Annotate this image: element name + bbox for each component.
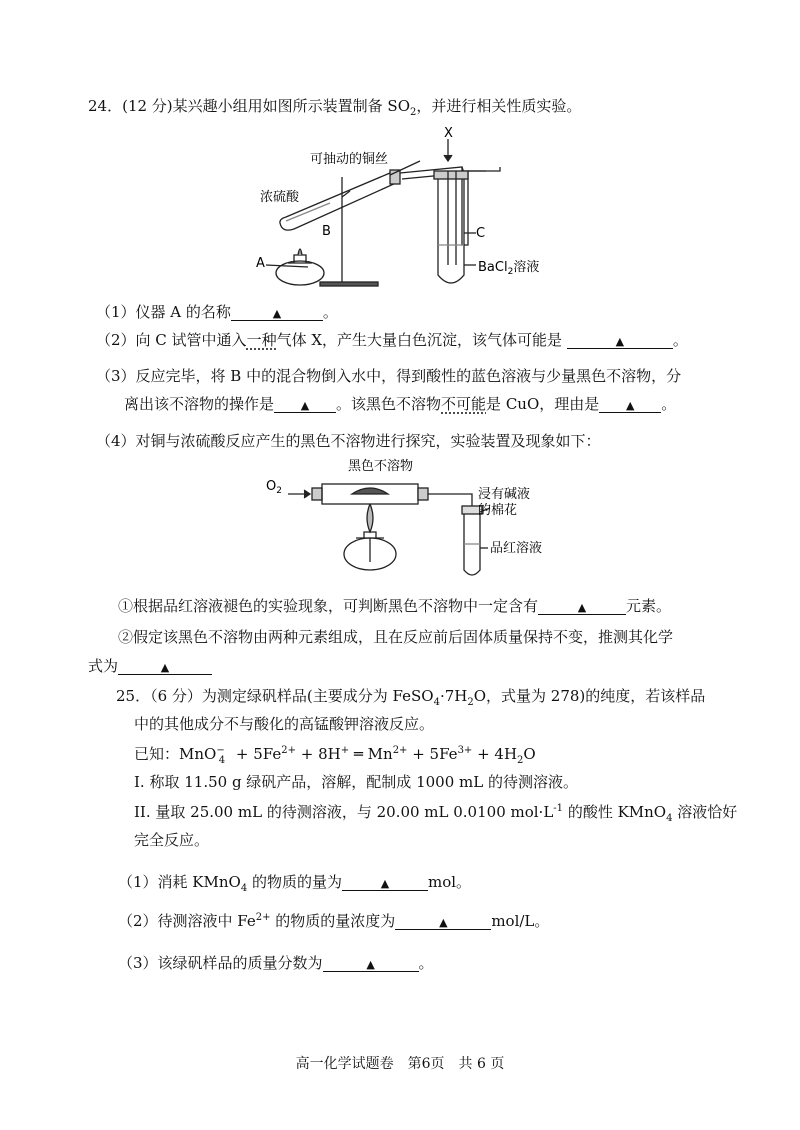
fig2-label-pinhong: 品红溶液: [490, 541, 543, 556]
fig2-label-black-solid: 黑色不溶物: [348, 459, 414, 474]
q25-intro-2: 中的其他成分不与酸化的高锰酸钾溶液反应。: [134, 715, 435, 733]
answer-blank[interactable]: ▲: [274, 395, 336, 413]
q24-part3-line1: （3）反应完毕，将 B 中的混合物倒入水中，得到酸性的蓝色溶液与少量黑色不溶物，分: [96, 367, 682, 385]
apparatus-diagram-2: [260, 452, 580, 582]
fig2-label-cotton-2: 的棉花: [478, 503, 518, 518]
page-footer: 高一化学试题卷 第6页 共 6 页: [295, 1056, 505, 1072]
q24-part1: （1）仪器 A 的名称 ▲ 。: [96, 303, 338, 321]
fig2-label-cotton-1: 浸有碱液: [478, 487, 531, 502]
q25-intro: 25．（6 分）为测定绿矾样品(主要成分为 $FeSO_4\cdot 7H_2O$，式量为 278)的纯度，若该样品: [116, 687, 706, 708]
q25-part2: （2）待测溶液中 $Fe^{2+}$ 的物质的量浓度为 ▲ mol/L。: [118, 912, 550, 930]
q25-part1: （1）消耗 KMnO$_4$ 的物质的量为 ▲ mol。: [118, 873, 472, 894]
answer-blank[interactable]: ▲: [231, 303, 323, 321]
fig1-label-x: X: [444, 126, 453, 141]
answer-blank[interactable]: ▲: [118, 657, 212, 675]
q25-step-2-cont: 完全反应。: [134, 831, 210, 849]
q24-part4-1: ①根据品红溶液褪色的实验现象，可判断黑色不溶物中一定含有 ▲ 元素。: [118, 597, 672, 615]
answer-blank[interactable]: ▲: [323, 954, 419, 972]
answer-blank[interactable]: ▲: [567, 331, 673, 349]
answer-blank[interactable]: ▲: [599, 395, 661, 413]
answer-blank[interactable]: ▲: [538, 597, 626, 615]
q24-intro: 24．(12 分)某兴趣小组用如图所示装置制备 $SO_2$，并进行相关性质实验。: [88, 97, 582, 118]
answer-blank[interactable]: ▲: [395, 912, 491, 930]
apparatus-diagram-1: [250, 125, 570, 295]
q24-part4: （4）对铜与浓硫酸反应产生的黑色不溶物进行探究，实验装置及现象如下：: [96, 432, 601, 450]
fig2-label-o2: $O_2$: [266, 479, 282, 496]
q24-part4-2-line2: 式为 ▲: [88, 656, 212, 676]
q25-step-1: I. 称取 11.50 g 绿矾产品，溶解，配制成 1000 mL 的待测溶液。: [134, 773, 578, 791]
q24-part4-2-line1: ②假定该黑色不溶物由两种元素组成，且在反应前后固体质量保持不变，推测其化学: [118, 628, 674, 646]
fig1-label-c: C: [476, 226, 486, 241]
fig1-label-bacl2: BaCl$_2$溶液: [478, 260, 540, 277]
answer-blank[interactable]: ▲: [342, 873, 428, 891]
q24-part3-line2: 离出该不溶物的操作是 ▲ 。该黑色不溶物不可能是 CuO，理由是 ▲ 。: [124, 395, 677, 413]
fig1-label-acid: 浓硫酸: [260, 190, 300, 205]
q25-step-2: II. 量取 25.00 mL 的待测溶液，与 20.00 mL 0.0100 $mol\cdot L^{-1}$ 的酸性 KMnO$_4$ 溶液恰好: [134, 803, 738, 824]
q24-part2: （2）向 C 试管中通入一种气体 X，产生大量白色沉淀，该气体可能是 ▲ 。: [96, 331, 688, 349]
q25-known-equation: 已知：$MnO^-_4 + 5Fe^{2+} + 8H^+$ ═ $Mn^{2+} + 5Fe^{3+} + 4H_2O$: [134, 745, 536, 766]
q25-part3: （3）该绿矾样品的质量分数为 ▲ 。: [118, 954, 434, 972]
fig1-label-a: A: [256, 256, 265, 271]
fig1-label-copper: 可抽动的铜丝: [310, 152, 389, 167]
fig1-label-b: B: [322, 224, 331, 239]
